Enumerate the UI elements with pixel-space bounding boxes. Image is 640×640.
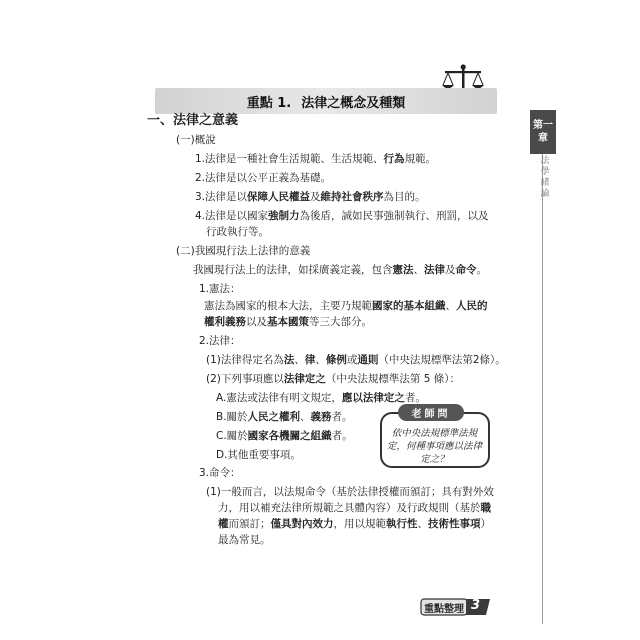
s1-item-2: 2.法律是以公平正義為基礎。 bbox=[195, 172, 332, 184]
law-item-c: C.關於國家各機關之組織者。 bbox=[216, 430, 353, 442]
law-item-d: D.其他重要事項。 bbox=[216, 449, 301, 461]
s1-item-4: 4.法律是以國家強制力為後盾，誠如民事強制執行、刑罰，以及 bbox=[195, 210, 489, 222]
law-item-b: B.關於人民之權利、義務者。 bbox=[216, 411, 353, 423]
law-label: 2.法律： bbox=[199, 335, 241, 347]
order-text-4: 最為常見。 bbox=[218, 534, 271, 546]
footer-label: 重點整理 bbox=[424, 604, 464, 615]
s1-item-1: 1.法律是一種社會生活規範、生活規範、行為規範。 bbox=[195, 153, 437, 165]
s2-intro: 我國現行法上的法律，如採廣義定義，包含憲法、法律及命令。 bbox=[193, 264, 487, 276]
constitution-label: 1.憲法： bbox=[199, 283, 241, 295]
section-title-bar bbox=[155, 88, 497, 114]
teacher-note-question: 依中央法規標準法規定，何種事項應以法律定之？ bbox=[387, 428, 483, 465]
order-text-1: (1)一般而言，以法規命令（基於法律授權而頒訂；具有對外效 bbox=[206, 486, 494, 498]
order-text-2: 力，用以補充法律所規範之具體內容）及行政規則（基於職 bbox=[218, 502, 491, 514]
main-heading: 一、法律之意義 bbox=[147, 113, 239, 128]
constitution-text-1: 憲法為國家的根本大法，主要乃規範國家的基本組織、人民的 bbox=[204, 300, 488, 312]
chapter-tab bbox=[530, 110, 556, 154]
law-item-1: (1)法律得定名為法、律、條例或通則（中央法規標準法第2條）。 bbox=[206, 354, 506, 366]
subsection-2-label: (二)我國現行法上法律的意義 bbox=[176, 245, 311, 257]
s1-item-4-cont: 行政執行等。 bbox=[206, 226, 269, 238]
section-title-text: 法律之概念及種類 bbox=[301, 95, 406, 111]
subsection-1-label: (一)概說 bbox=[176, 134, 216, 146]
s1-item-3: 3.法律是以保障人民權益及維持社會秩序為目的。 bbox=[195, 191, 426, 203]
chapter-divider-line bbox=[542, 154, 543, 624]
chapter-tab-line2: 章 bbox=[538, 133, 548, 144]
law-item-a: A.憲法或法律有明文規定，應以法律定之者。 bbox=[216, 392, 426, 404]
order-text-3: 權而頒訂；僅具對內效力，用以規範執行性、技術性事項） bbox=[218, 518, 491, 530]
order-label: 3.命令： bbox=[199, 467, 241, 479]
page-number: 3 bbox=[471, 598, 481, 613]
chapter-tab-line1: 第一 bbox=[533, 120, 553, 131]
law-item-2: (2)下列事項應以法律定之（中央法規標準法第 5 條）： bbox=[206, 373, 460, 385]
chapter-subtitle: 法學緒論 bbox=[540, 156, 550, 199]
constitution-text-2: 權利義務以及基本國策等三大部分。 bbox=[204, 316, 372, 328]
section-title-prefix: 重點 1. bbox=[246, 95, 292, 111]
teacher-note-tag: 老師問 bbox=[398, 404, 464, 421]
